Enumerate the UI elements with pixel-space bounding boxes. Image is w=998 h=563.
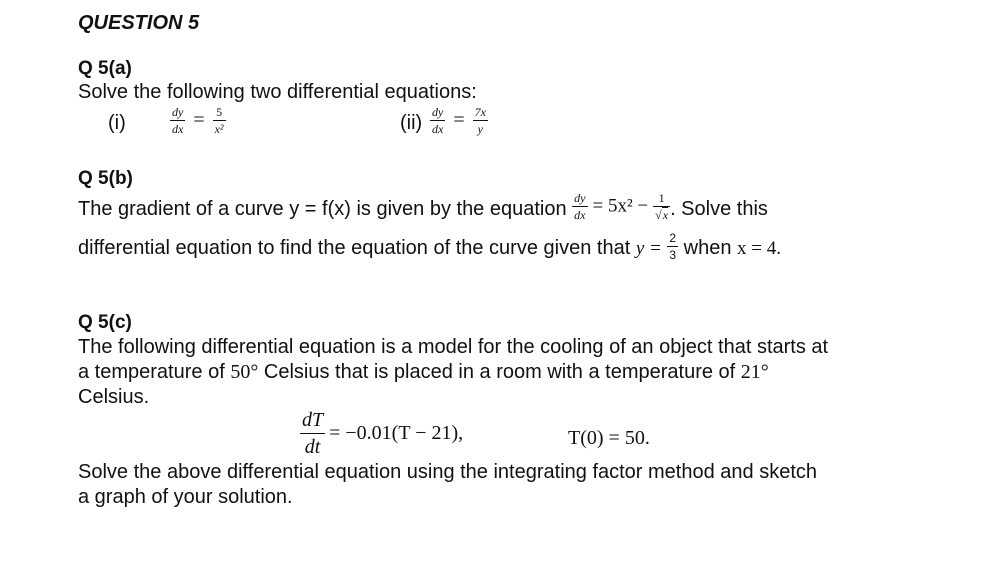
part-a-eq1-label: (i) — [108, 112, 126, 134]
part-b-eq-mid: = 5x² − — [592, 195, 649, 217]
part-b-label: Q 5(b) — [78, 168, 133, 189]
eq2-rhs-num: 7x — [474, 105, 486, 119]
part-b-rhs-den — [653, 207, 670, 221]
eq2-lhs-num: dy — [432, 105, 444, 119]
eq2-rhs-den: y — [477, 122, 483, 136]
part-c-label: Q 5(c) — [78, 312, 132, 333]
part-a-label: Q 5(a) — [78, 58, 132, 79]
part-c-line2-b: Celsius that is placed in a room with a temperature of — [263, 361, 736, 383]
part-c-temp2: 21° — [740, 361, 769, 383]
part-b-line2-text: differential equation to find the equation of the curve given that — [78, 236, 631, 259]
eq1-lhs-num: dy — [172, 105, 184, 119]
part-b-lhs-den: dx — [574, 208, 586, 223]
eq1-lhs-fraction — [170, 106, 185, 135]
eq2-equals: = — [453, 109, 465, 131]
eq2-lhs-den: dx — [432, 122, 444, 136]
eq1-lhs-den: dx — [172, 122, 184, 136]
part-b-line1 — [78, 191, 768, 223]
part-c-line2 — [78, 361, 769, 384]
part-c-line2-a: a temperature of — [78, 361, 225, 383]
part-b-line2 — [78, 231, 781, 262]
part-c-eq-den: dt — [304, 436, 321, 458]
part-b-cond-when: when — [683, 236, 732, 259]
part-a-eq1 — [170, 106, 226, 135]
part-b-cond-den: 3 — [669, 248, 677, 262]
part-b-rhs-den-x: x — [662, 208, 669, 223]
part-c-eq-fraction — [300, 410, 325, 457]
eq1-rhs-fraction — [213, 106, 226, 135]
part-a-intro: Solve the following two differential equations: — [78, 81, 477, 103]
part-b-lhs-num: dy — [574, 191, 586, 206]
part-b-equation — [572, 192, 670, 221]
part-c-line4: Solve the above differential equation using the integrating factor method and sketch — [78, 461, 818, 483]
part-c-equation — [300, 410, 463, 457]
part-c-eq-rhs: = −0.01(T − 21), — [329, 422, 464, 444]
part-b-cond-lhs: y = — [635, 237, 662, 259]
eq2-lhs-fraction — [430, 106, 445, 135]
sqrt-icon: √ — [655, 208, 662, 223]
part-b-cond-x: x = 4. — [737, 237, 781, 259]
part-c-eq-num: dT — [300, 410, 325, 434]
part-b-rhs-fraction — [653, 192, 670, 221]
part-b-cond-fraction — [667, 232, 678, 261]
part-a-eq2 — [430, 106, 488, 135]
eq1-rhs-den: x² — [214, 122, 224, 136]
part-c-line3: Celsius. — [78, 386, 150, 408]
part-c-line5: a graph of your solution. — [78, 486, 293, 508]
part-b-line1-tail: . Solve this — [670, 198, 768, 220]
part-b-cond-num: 2 — [669, 231, 677, 245]
part-c-temp1: 50° — [230, 361, 259, 383]
eq2-rhs-fraction — [473, 106, 488, 135]
part-c-eq-cond: T(0) = 50. — [568, 427, 650, 449]
part-b-lhs-fraction — [572, 192, 587, 221]
part-b-rhs-num: 1 — [653, 192, 670, 207]
part-b-line1-text: The gradient of a curve y = f(x) is given by the equation — [78, 198, 567, 220]
eq1-rhs-num: 5 — [213, 106, 226, 121]
part-a-eq2-label: (ii) — [400, 112, 423, 134]
eq1-equals: = — [193, 109, 205, 131]
part-c-line1: The following differential equation is a model for the cooling of an object that starts at — [78, 336, 829, 358]
question-title: QUESTION 5 — [78, 12, 200, 34]
